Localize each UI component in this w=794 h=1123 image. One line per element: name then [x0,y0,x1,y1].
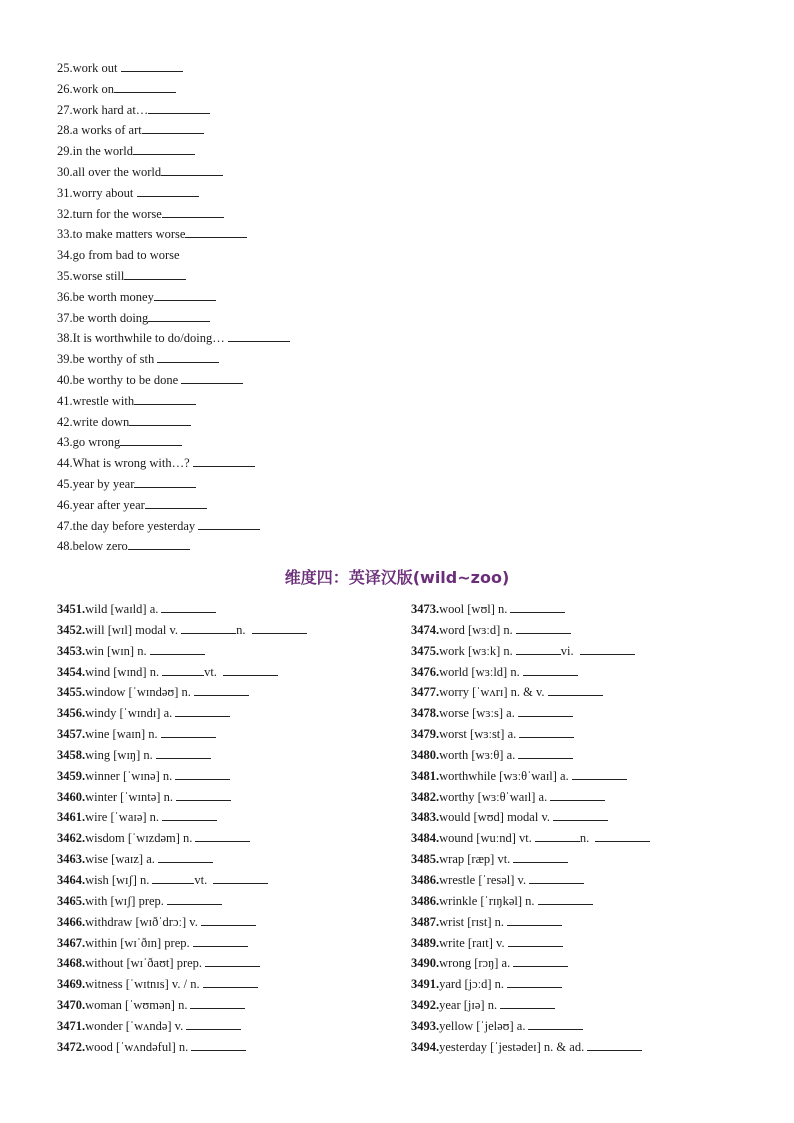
answer-blank[interactable] [186,1017,241,1030]
phrase-item [57,349,290,370]
answer-blank[interactable] [205,954,260,967]
answer-blank[interactable] [223,663,278,676]
phrase-list [57,58,290,557]
entry-word: wound [wuːnd] vt. [439,831,532,846]
entry-word: wood [ˈwʌndəful] n. [85,1039,189,1054]
phrase-item [57,224,290,245]
entry-word: would [wʊd] modal v. [439,810,551,825]
entry-number: 3457. [57,727,86,742]
vocab-entry [411,1016,650,1037]
answer-blank[interactable] [129,413,191,426]
phrase-text: 39.be worthy of sth [57,352,158,367]
phrase-item [57,308,290,329]
phrase-item [57,370,290,391]
answer-blank[interactable] [193,454,255,467]
answer-blank[interactable] [510,600,565,613]
phrase-text: 47.the day before yesterday [57,518,199,533]
vocab-entry [411,807,650,828]
entry-number: 3454. [57,664,86,679]
entry-number: 3487. [411,914,440,929]
entry-number: 3458. [57,747,86,762]
entry-word: woman [ˈwʊmən] n. [85,998,188,1013]
entry-word: wonder [ˈwʌndə] v. [85,1018,184,1033]
entry-word: without [wɪˈðaʊt] prep. [85,956,203,971]
answer-blank[interactable] [572,767,627,780]
answer-blank[interactable] [152,871,194,884]
entry-word: worse [wɜːs] a. [439,706,515,721]
phrase-text: 26.work on [57,81,114,96]
vocab-entry [57,870,307,891]
vocab-entry [411,870,650,891]
entry-word: wrestle [ˈresəl] v. [439,872,527,887]
vocab-entry [411,933,650,954]
phrase-item [57,536,290,557]
section-title: 维度四：英译汉版(wild~zoo) [284,568,510,587]
answer-blank[interactable] [124,267,186,280]
vocab-entry [57,933,307,954]
answer-blank[interactable] [133,142,195,155]
phrase-item [57,58,290,79]
entry-word: windy [ˈwɪndɪ] a. [85,706,173,721]
phrase-item [57,183,290,204]
entry-number: 3491. [411,977,440,992]
answer-blank[interactable] [518,746,573,759]
vocab-entry [57,974,307,995]
answer-blank[interactable] [158,850,213,863]
answer-blank[interactable] [500,996,555,1009]
vocab-entry [57,953,307,974]
entry-word: worth [wɜːθ] a. [439,747,516,762]
vocab-entry [411,641,650,662]
entry-word: yellow [ˈjeləʊ] a. [439,1018,526,1033]
vocab-entry [411,745,650,766]
entry-word: wrong [rɔŋ] a. [439,956,511,971]
answer-blank[interactable] [145,496,207,509]
answer-blank[interactable] [134,475,196,488]
entry-word: write [raɪt] v. [439,935,505,950]
answer-blank[interactable] [121,59,183,72]
entry-word: wrist [rɪst] n. [439,914,505,929]
entry-number: 3477. [411,685,440,700]
entry-word: yesterday [ˈjestədeɪ] n. & ad. [439,1039,585,1054]
answer-blank[interactable] [161,600,216,613]
answer-blank[interactable] [508,934,563,947]
vocab-entry [57,787,307,808]
entry-word: worst [wɜːst] a. [439,727,517,742]
answer-blank[interactable] [203,975,258,988]
vocab-entry [57,995,307,1016]
entry-number: 3456. [57,706,86,721]
entry-word: with [wɪʃ] prep. [85,893,164,908]
answer-blank[interactable] [553,808,608,821]
answer-blank[interactable] [507,913,562,926]
answer-blank[interactable] [185,225,247,238]
entry-word: wrinkle [ˈrɪŋkəl] n. [439,893,535,908]
phrase-item [57,245,290,266]
entry-word: worry [ˈwʌrɪ] n. & v. [439,685,545,700]
vocab-entry [57,828,307,849]
phrase-item [57,266,290,287]
vocab-entry [411,703,650,724]
entry-number: 3485. [411,852,440,867]
vocab-entry [57,599,307,620]
phrase-text: 28.a works of art [57,123,142,138]
phrase-item [57,391,290,412]
phrase-text: 25.work out [57,61,121,75]
phrase-item [57,328,290,349]
entry-number: 3483. [411,810,440,825]
answer-blank[interactable] [518,704,573,717]
entry-number: 3476. [411,664,440,679]
vocab-entry [57,849,307,870]
answer-blank[interactable] [198,517,260,530]
answer-blank[interactable] [114,80,176,93]
vocab-entry [57,662,307,683]
answer-blank[interactable] [162,808,217,821]
entry-number: 3474. [411,622,440,637]
answer-blank[interactable] [128,537,190,550]
phrase-text: 37.be worth doing [57,310,149,325]
vocab-entry [57,682,307,703]
answer-blank[interactable] [538,892,593,905]
answer-blank[interactable] [213,871,268,884]
vocab-entry [57,724,307,745]
phrase-text: 33.to make matters worse [57,227,186,242]
entry-word: within [wɪˈðɪn] prep. [85,935,190,950]
entry-number: 3482. [411,789,440,804]
entry-word: work [wɜːk] n. [439,643,513,658]
answer-blank[interactable] [580,642,635,655]
entry-number: 3493. [411,1018,440,1033]
entry-word: worthwhile [wɜːθˈwaɪl] a. [439,768,569,783]
entry-word: wire [ˈwaɪə] n. [85,810,160,825]
phrase-text: 40.be worthy to be done [57,372,182,387]
vocab-entry [411,1037,650,1058]
vocab-entry [411,766,650,787]
entry-number: 3484. [411,831,440,846]
vocab-entry [411,912,650,933]
vocab-entry [57,1016,307,1037]
vocab-entry [411,620,650,641]
phrase-text: 38.It is worthwhile to do/doing… [57,331,228,346]
entry-word: wise [waɪz] a. [85,852,155,867]
phrase-text: 41.wrestle with [57,393,135,408]
vocab-entry [57,703,307,724]
entry-number: 3461. [57,810,86,825]
phrase-text: 30.all over the world [57,164,162,179]
phrase-text: 27.work hard at… [57,102,149,117]
phrase-item [57,204,290,225]
entry-number: 3489. [411,935,440,950]
entry-part-of-speech: vi. [560,643,577,658]
entry-number: 3465. [57,893,86,908]
answer-blank[interactable] [137,184,199,197]
phrase-text: 48.below zero [57,539,128,554]
answer-blank[interactable] [175,767,230,780]
entry-word: wind [wɪnd] n. [85,664,160,679]
entry-word: world [wɜːld] n. [439,664,520,679]
answer-blank[interactable] [162,205,224,218]
entry-number: 3490. [411,956,440,971]
answer-blank[interactable] [529,871,584,884]
answer-blank[interactable] [519,725,574,738]
phrase-item [57,100,290,121]
answer-blank[interactable] [176,788,231,801]
entry-word: wrap [ræp] vt. [439,852,511,867]
answer-blank[interactable] [513,954,568,967]
phrase-item [57,412,290,433]
phrase-item [57,162,290,183]
phrase-item [57,474,290,495]
answer-blank[interactable] [181,371,243,384]
answer-blank[interactable] [157,350,219,363]
entry-word: wish [wɪʃ] n. [85,872,150,887]
entry-part-of-speech: n. [579,831,593,846]
entry-number: 3460. [57,789,86,804]
vocab-entry [57,745,307,766]
entry-number: 3492. [411,998,440,1013]
answer-blank[interactable] [150,642,205,655]
answer-blank[interactable] [550,788,605,801]
vocab-entry [57,891,307,912]
entry-word: win [wɪn] n. [85,643,147,658]
phrase-text: 42.write down [57,414,130,429]
entry-word: wild [waɪld] a. [85,602,159,616]
entry-number: 3480. [411,747,440,762]
phrase-item [57,120,290,141]
phrase-item [57,141,290,162]
vocab-entry [57,641,307,662]
entry-number: 3486. [411,872,440,887]
vocab-entry [57,912,307,933]
entry-number: 3486. [411,893,440,908]
vocab-column-left [57,599,307,1058]
vocab-entry [411,849,650,870]
entry-number: 3459. [57,768,86,783]
phrase-text: 36.be worth money [57,289,154,304]
answer-blank[interactable] [148,101,210,114]
entry-word: wine [waɪn] n. [85,727,158,742]
entry-word: winter [ˈwɪntə] n. [85,789,173,804]
entry-word: year [jɪə] n. [439,998,498,1013]
entry-number: 3494. [411,1039,440,1054]
entry-number: 3472. [57,1039,86,1054]
answer-blank[interactable] [120,433,182,446]
entry-number: 3478. [411,706,440,721]
answer-blank[interactable] [148,309,210,322]
answer-blank[interactable] [161,163,223,176]
answer-blank[interactable] [528,1017,583,1030]
entry-part-of-speech: n. [236,622,249,637]
answer-blank[interactable] [513,850,568,863]
answer-blank[interactable] [162,663,204,676]
entry-number: 3469. [57,977,86,992]
phrase-text: 32.turn for the worse [57,206,162,221]
phrase-text: 43.go wrong [57,435,121,450]
vocab-entry [411,828,650,849]
entry-word: will [wɪl] modal v. [85,622,179,637]
vocab-entry [57,807,307,828]
answer-blank[interactable] [201,913,256,926]
phrase-text: 46.year after year [57,497,145,512]
answer-blank[interactable] [161,725,216,738]
entry-number: 3475. [411,643,440,658]
entry-number: 3452. [57,622,86,637]
entry-number: 3463. [57,852,86,867]
entry-number: 3479. [411,727,440,742]
entry-word: wisdom [ˈwɪzdəm] n. [85,831,193,846]
answer-blank[interactable] [507,975,562,988]
answer-blank[interactable] [228,329,290,342]
answer-blank[interactable] [191,1038,246,1051]
phrase-item [57,516,290,537]
phrase-item [57,432,290,453]
entry-number: 3464. [57,872,86,887]
entry-word: withdraw [wɪðˈdrɔː] v. [85,914,198,929]
entry-number: 3462. [57,831,86,846]
phrase-text: 35.worse still [57,268,125,283]
answer-blank[interactable] [587,1038,642,1051]
answer-blank[interactable] [516,621,571,634]
answer-blank[interactable] [193,934,248,947]
phrase-item [57,287,290,308]
entry-word: witness [ˈwɪtnɪs] v. / n. [85,977,200,992]
phrase-text: 29.in the world [57,144,134,159]
entry-word: wool [wʊl] n. [439,602,508,616]
entry-number: 3467. [57,935,86,950]
answer-blank[interactable] [156,746,211,759]
answer-blank[interactable] [142,121,204,134]
vocab-entry [411,995,650,1016]
answer-blank[interactable] [175,704,230,717]
entry-number: 3455. [57,685,86,700]
entry-part-of-speech: vt. [194,872,211,887]
phrase-text: 45.year by year [57,476,135,491]
answer-blank[interactable] [548,683,603,696]
vocab-entry [411,891,650,912]
vocab-entry [57,1037,307,1058]
phrase-text: 31.worry about [57,185,137,200]
vocab-entry [57,766,307,787]
entry-word: word [wɜːd] n. [439,622,513,637]
entry-word: worthy [wɜːθˈwaɪl] a. [439,789,548,804]
phrase-item [57,79,290,100]
answer-blank[interactable] [154,288,216,301]
entry-number: 3470. [57,998,86,1013]
phrase-text: 34.go from bad to worse [57,248,180,263]
vocab-entry [57,620,307,641]
entry-number: 3473. [411,602,440,616]
vocab-entry [411,599,650,620]
answer-blank[interactable] [167,892,222,905]
entry-word: yard [jɔːd] n. [439,977,505,992]
entry-word: winner [ˈwɪnə] n. [85,768,173,783]
phrase-item [57,495,290,516]
answer-blank[interactable] [190,996,245,1009]
phrase-item [57,453,290,474]
entry-part-of-speech: vt. [204,664,221,679]
entry-number: 3471. [57,1018,86,1033]
vocab-entry [411,682,650,703]
answer-blank[interactable] [252,621,307,634]
answer-blank[interactable] [134,392,196,405]
vocab-column-right [411,599,650,1058]
answer-blank[interactable] [516,642,561,655]
entry-word: window [ˈwɪndəʊ] n. [85,685,191,700]
vocab-entry [411,662,650,683]
entry-number: 3466. [57,914,86,929]
entry-number: 3468. [57,956,86,971]
entry-number: 3451. [57,602,86,616]
answer-blank[interactable] [195,829,250,842]
vocab-entry [411,974,650,995]
vocab-entry [411,724,650,745]
answer-blank[interactable] [595,829,650,842]
answer-blank[interactable] [535,829,580,842]
vocab-entry [411,953,650,974]
answer-blank[interactable] [194,683,249,696]
entry-number: 3453. [57,643,86,658]
vocab-entry [411,787,650,808]
entry-number: 3481. [411,768,440,783]
entry-word: wing [wɪŋ] n. [85,747,153,762]
answer-blank[interactable] [181,621,236,634]
answer-blank[interactable] [523,663,578,676]
phrase-text: 44.What is wrong with…? [57,456,193,471]
